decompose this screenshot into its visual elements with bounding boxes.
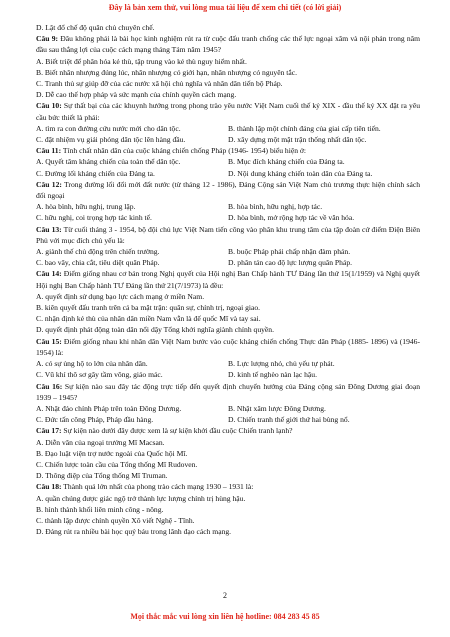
question-line bbox=[36, 268, 420, 290]
answer-option: C. bao vây, chia cắt, tiêu diệt quân Pháp. bbox=[36, 258, 160, 268]
hotline-footer: Mọi thắc mắc vui lòng xin liên hệ hotline: 084 283 45 85 bbox=[130, 612, 320, 621]
question-label: Câu 17: bbox=[36, 426, 62, 436]
answer-option: B. hòa bình, hữu nghị, hợp tác. bbox=[228, 202, 323, 212]
question-line bbox=[36, 145, 420, 156]
question-label: Câu 11: bbox=[36, 146, 62, 156]
answer-option: C. Đức tấn công Pháp, Pháp đầu hàng. bbox=[36, 415, 154, 425]
answer-line: C. Chiến lược toàn cầu của Tổng thống Mĩ Rudoven. bbox=[36, 459, 198, 469]
answer-line: A. quyết định sử dụng bạo lực cách mạng ở miền Nam. bbox=[36, 291, 205, 301]
answer-line: A. Diễn văn của ngoại trưởng Mĩ Macsan. bbox=[36, 437, 165, 447]
answer-row bbox=[36, 212, 420, 223]
question-line bbox=[36, 179, 420, 201]
answer-line: B. Biết nhân nhượng đúng lúc, nhân nhượng có giới hạn, nhân nhượng có nguyên tắc. bbox=[36, 67, 298, 77]
question-text: Sự kiện nào sau đây tác động trực tiếp đến quyết định chuyển hướng của Đảng cộng sản Đông Dương giai đoạn 1939 – 1945? bbox=[36, 381, 420, 402]
answer-option: B. thành lập một chính đảng của giai cấp tiên tiến. bbox=[228, 123, 381, 133]
question-line bbox=[36, 336, 420, 358]
question-label: Câu 9: bbox=[36, 34, 59, 44]
preview-banner: Đây là bản xem thử, vui lòng mua tài liệu để xem chi tiết (có lời giải) bbox=[108, 3, 342, 12]
answer-line: C. Tranh thủ sự giúp đỡ của các nước xã hội chủ nghĩa và nhân dân tiến bộ Pháp. bbox=[36, 79, 283, 89]
question-text: Điểm giống nhau khi nhân dân Việt Nam bước vào cuộc kháng chiến chống Thực dân Pháp (1885- 1896) và (1946- 1954) là: bbox=[36, 336, 420, 357]
question-line bbox=[36, 425, 420, 436]
question-text: Từ cuối tháng 3 - 1954, bộ đội chủ lực Việt Nam tiến công vào phân khu trung tâm của tập đoàn cứ điểm Điện Biên Phủ với mục đích chủ yếu là: bbox=[36, 224, 420, 245]
question-label: Câu 16: bbox=[36, 381, 63, 391]
answer-option: D. Nội dung kháng chiến toàn dân của Đảng ta. bbox=[228, 168, 373, 178]
question-label: Câu 12: bbox=[36, 179, 62, 189]
question-label: Câu 14: bbox=[36, 269, 62, 279]
answer-option: A. hòa bình, hữu nghị, trung lập. bbox=[36, 202, 136, 212]
question-label: Câu 13: bbox=[36, 224, 62, 234]
question-text: Sự thất bại của các khuynh hướng trong phong trào yêu nước Việt Nam cuối thế kỷ XIX - đầu thế kỷ XX đặt ra yêu cầu bức thiết là phải: bbox=[36, 101, 420, 122]
answer-line: D. Thông điệp của Tổng thống Mĩ Truman. bbox=[36, 471, 168, 481]
answer-option: D. phân tán cao độ lực lượng quân Pháp. bbox=[228, 258, 353, 268]
answer-option: C. Vũ khí thô sơ gây tầm vông, giáo mác. bbox=[36, 370, 163, 380]
question-label: Câu 15: bbox=[36, 336, 62, 346]
answer-option: A. giành thế chủ động trên chiến trường. bbox=[36, 247, 160, 257]
answer-line: B. hình thành khối liên minh công - nông. bbox=[36, 504, 164, 514]
question-text: Tính chất nhân dân của cuộc kháng chiến chống Pháp (1946- 1954) biểu hiện ở: bbox=[61, 146, 307, 156]
question-line bbox=[36, 481, 420, 492]
question-text: Trong đường lối đổi mới đất nước (từ tháng 12 - 1986), Đảng Cộng sản Việt Nam chủ trương thực hiện chính sách đối ngoại bbox=[36, 179, 420, 201]
answer-option: D. xây dựng một mặt trận thống nhất dân tộc. bbox=[228, 135, 367, 145]
answer-option: D. kinh tế nghèo nàn lạc hậu. bbox=[228, 370, 317, 380]
document-body bbox=[36, 22, 420, 537]
answer-row bbox=[36, 123, 420, 134]
question-text: Sự kiện nào dưới đây được xem là sự kiện khởi đầu cuộc Chiến tranh lạnh? bbox=[61, 426, 293, 436]
answer-line: D. Dễ cao thế hợp pháp và sức mạnh của chính quyền cách mạng. bbox=[36, 90, 237, 100]
answer-option: A. Nhật đảo chính Pháp trên toàn Đông Dương. bbox=[36, 403, 182, 413]
answer-line: D. quyết định phát động toàn dân nổi dậy Tổng khởi nghĩa giành chính quyền. bbox=[36, 325, 274, 335]
question-line bbox=[36, 100, 420, 122]
answer-option: B. Lực lượng nhỏ, chủ yếu tự phát. bbox=[228, 359, 335, 369]
question-line bbox=[36, 381, 420, 403]
answer-option: C. Đường lối kháng chiến của Đảng ta. bbox=[36, 168, 155, 178]
answer-line: A. Biết triệt để phân hóa kẻ thù, tập trung vào kẻ thù nguy hiểm nhất. bbox=[36, 56, 247, 66]
answer-option: D. Chiến tranh thế giới thứ hai bùng nổ. bbox=[228, 415, 350, 425]
answer-line: C. thành lập được chính quyền Xô viết Nghệ - Tĩnh. bbox=[36, 515, 195, 525]
answer-row bbox=[36, 257, 420, 268]
answer-row bbox=[36, 369, 420, 380]
answer-row bbox=[36, 358, 420, 369]
answer-row bbox=[36, 134, 420, 145]
answer-option: B. Mục đích kháng chiến của Đảng ta. bbox=[228, 157, 345, 167]
answer-line: B. Đạo luật viện trợ nước ngoài của Quốc hội Mĩ. bbox=[36, 448, 188, 458]
answer-line: B. kiên quyết đấu tranh trên cả ba mặt trận: quân sự, chính trị, ngoại giao. bbox=[36, 303, 261, 313]
question-label: Câu 18: bbox=[36, 482, 62, 492]
answer-line: D. Lật đổ chế độ quân chủ chuyên chế. bbox=[36, 23, 155, 32]
answer-line: C. nhận định kẻ thù của nhân dân miền Nam vẫn là đế quốc Mĩ và tay sai. bbox=[36, 314, 261, 324]
answer-row bbox=[36, 246, 420, 257]
answer-row bbox=[36, 414, 420, 425]
answer-option: A. tìm ra con đường cứu nước mới cho dân tộc. bbox=[36, 123, 181, 133]
page-number: 2 bbox=[223, 591, 227, 600]
answer-line: D. Đảng rút ra nhiều bài học quý báu trong lãnh đạo cách mạng. bbox=[36, 527, 232, 537]
question-line bbox=[36, 33, 420, 55]
answer-option: B. Nhật xâm lược Đông Dương. bbox=[228, 403, 326, 413]
question-text: Đâu không phải là bài học kinh nghiệm rút ra từ cuộc đấu tranh chống các thế lực ngoại xâm và nội phản trong năm đầu sau thắng lợi của cuộc cách mạng tháng Tám năm 1945? bbox=[36, 34, 421, 55]
answer-row bbox=[36, 403, 420, 414]
answer-row bbox=[36, 168, 420, 179]
answer-option: D. hòa bình, mở rộng hợp tác về văn hóa. bbox=[228, 213, 355, 223]
answer-line: A. quần chúng được giác ngộ trở thành lực lượng chính trị hùng hậu. bbox=[36, 493, 246, 503]
question-line bbox=[36, 224, 420, 246]
answer-row bbox=[36, 201, 420, 212]
answer-option: B. buộc Pháp phải chấp nhận đàm phán. bbox=[228, 247, 351, 257]
answer-option: A. có sự ủng hộ to lớn của nhân dân. bbox=[36, 359, 148, 369]
answer-option: C. hữu nghị, coi trọng hợp tác kinh tế. bbox=[36, 213, 152, 223]
question-text: Điểm giống nhau cơ bản trong Nghị quyết của Hội nghị Ban Chấp hành TƯ Đảng lần thứ 15(1/1959) và Nghị quyết Hội nghị Ban Chấp hành TƯ Đảng lần thứ 21(7/1973) là đều: bbox=[36, 269, 421, 290]
question-text: Thành quả lớn nhất của phong trào cách mạng 1930 – 1931 là: bbox=[61, 482, 254, 492]
answer-option: C. đặt nhiệm vụ giải phóng dân tộc lên hàng đầu. bbox=[36, 135, 186, 145]
question-label: Câu 10: bbox=[36, 101, 62, 111]
answer-option: A. Quyết tâm kháng chiến của toàn thể dân tộc. bbox=[36, 157, 181, 167]
answer-row bbox=[36, 156, 420, 167]
